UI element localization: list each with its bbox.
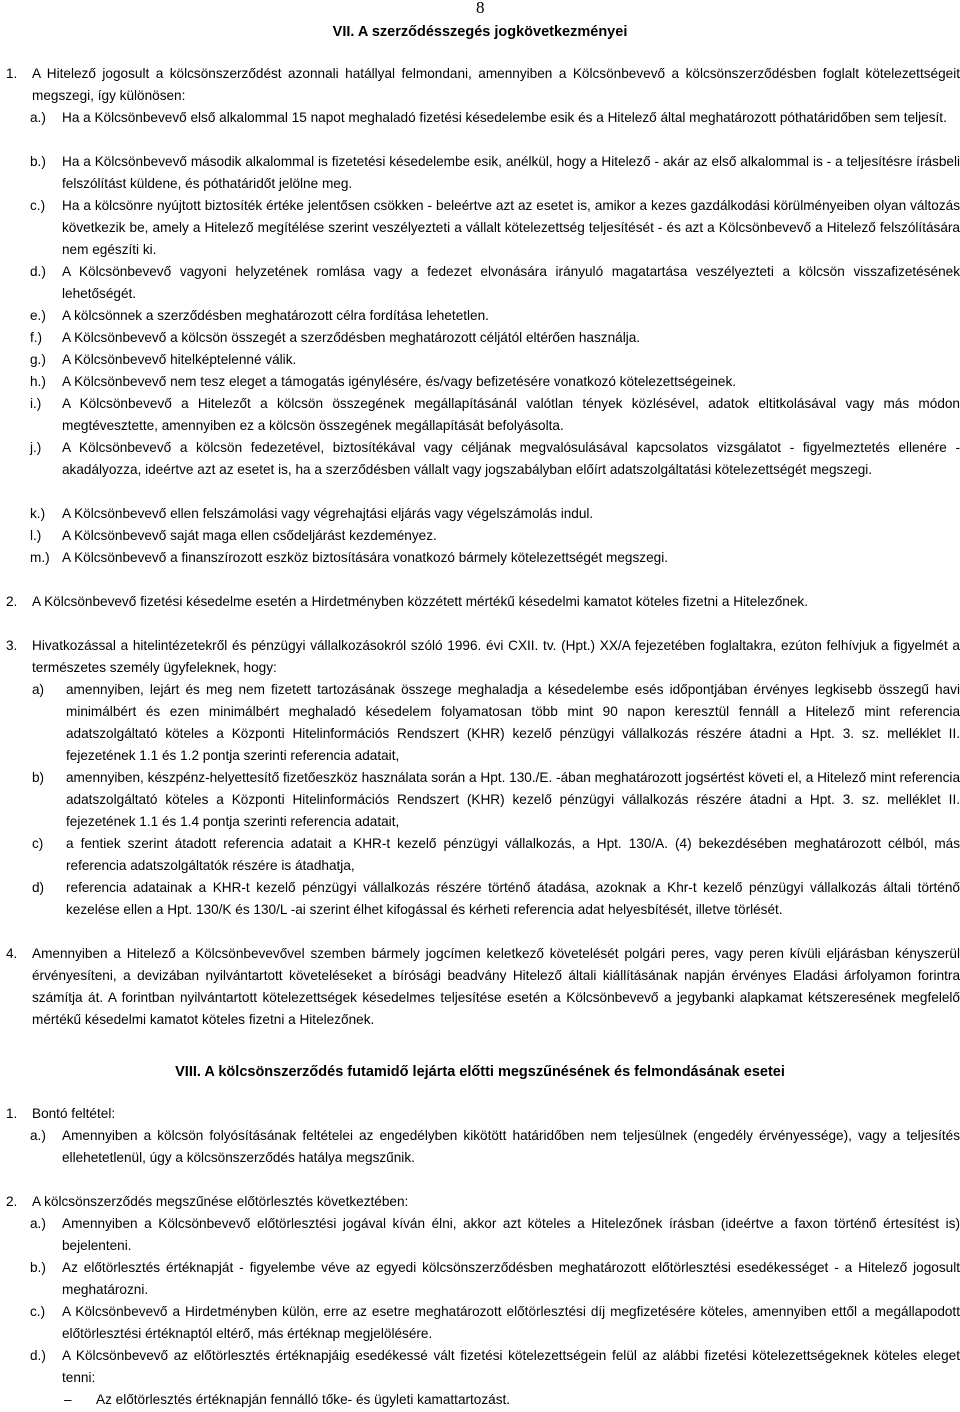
ch8-p2-item-a xyxy=(0,1213,960,1257)
ch7-point-2 xyxy=(0,591,960,613)
item-text: referencia adatainak a KHR-t kezelő pénzügyi vállalkozás részére történő átadása, azoknak a Khr-t kezelő pénzügyi vállalkozás általi történő kezelése ellen a Hpt. 130/K és 130/L -ai szerint élhet kifogással és kérheti referencia adat helyesbítését, illetve törlését. xyxy=(66,880,960,917)
item-text: amennyiben, lejárt és meg nem fizetett tartozásának összege meghaladja a késedelembe esés időpontjában érvényes legkisebb összegű havi minimálbért és ezen minimálbért meghaladó késedelem folyamatosan több mint 90 napon keresztül fennáll a Hitelező mint referencia adatszolgáltató köteles a Központi Hitelinformációs Rendszert (KHR) kezelő pénzügyi vállalkozás részére átadni a Hpt. 3. sz. melléklet II. fejezetének 1.1 és 1.2 pontja szerinti referencia adatait, xyxy=(66,682,960,763)
item-marker: c) xyxy=(32,836,44,851)
item-marker: i.) xyxy=(30,396,42,411)
page-number: 8 xyxy=(476,0,485,17)
paragraph-text: A Kölcsönbevevő fizetési késedelme esetén a Hirdetményben közzétett mértékű késedelmi kamatot köteles fizetni a Hitelezőnek. xyxy=(32,594,808,609)
paragraph-text: Hivatkozással a hitelintézetekről és pénzügyi vállalkozásokról szóló 1996. évi CXII. tv. (Hpt.) XX/A fejezetében foglaltakra, ezúton felhívjuk a figyelmét a természetes személy ügyfeleknek, hogy: xyxy=(32,638,960,675)
item-marker: c.) xyxy=(30,1304,46,1319)
item-text: A Kölcsönbevevő az előtörlesztés értéknapjáig esedékessé vált fizetési kötelezettségein felül az alábbi fizetési kötelezettségeknek köteles eleget tenni: xyxy=(62,1348,960,1385)
dash-marker: – xyxy=(64,1392,72,1407)
ch8-p2-dash-item xyxy=(0,1389,960,1411)
ch7-p1-item-j xyxy=(0,437,960,481)
paragraph-text: A kölcsönszerződés megszűnése előtörlesztés következtében: xyxy=(32,1194,409,1209)
item-marker: a.) xyxy=(30,1128,46,1143)
point-number: 4. xyxy=(6,946,18,961)
point-number: 3. xyxy=(6,638,18,653)
chapter-7-title: VII. A szerződésszegés jogkövetkezményei xyxy=(332,24,628,40)
item-marker: j.) xyxy=(30,440,42,455)
item-text: A Kölcsönbevevő a kölcsön fedezetével, biztosítékával vagy céljának megvalósulásával kapcsolatos vizsgálatot - figyelmeztetés ellenére - akadályozza, ideértve azt az esetet is, ha a szerződésben vállalt vagy jogszabályban előírt adatszolgáltatási kötelezettségét megszegi. xyxy=(62,440,960,477)
item-marker: a) xyxy=(32,682,45,697)
ch8-p1-item-a xyxy=(0,1125,960,1169)
item-marker: b.) xyxy=(30,1260,46,1275)
item-text: Amennyiben a Kölcsönbevevő előtörlesztési jogával kíván élni, akkor azt köteles a Hitelezőnek írásban (ideértve a faxon történő értesítést is) bejelenteni. xyxy=(62,1216,960,1253)
ch7-p3-item-c xyxy=(0,833,960,877)
item-text: Az előtörlesztés értéknapján fennálló tőke- és ügyleti kamattartozást. xyxy=(96,1392,511,1407)
item-marker: b) xyxy=(32,770,45,785)
item-text: A Kölcsönbevevő a Hitelezőt a kölcsön összegének megállapításánál valótlan tények közlésével, adatok eltitkolásával vagy más módon megtévesztette, amennyiben ez a kölcsön összegének megállapítását befolyásolta. xyxy=(62,396,960,433)
item-text: Ha a kölcsönre nyújtott biztosíték értéke jelentősen csökken - beleértve azt az esetet is, amikor a kezes gazdálkodási körülményeiben olyan változás következik be, amely a Hitelező megítélése szerint veszélyezteti a vállalt kötelezettség teljesítését - és azt a Kölcsönbevevő a Hitelező felszólítására nem egészíti ki. xyxy=(62,198,960,257)
ch7-p1-item-a xyxy=(0,107,960,129)
ch7-p3-item-a xyxy=(0,679,960,767)
ch7-point-1 xyxy=(0,63,960,107)
item-text: Ha a Kölcsönbevevő második alkalommal is fizetetési késedelembe esik, anélkül, hogy a Hitelező - akár az első alkalommal is - a teljesítésre írásbeli felszólítást küldene, és póthatáridőt jelölne meg. xyxy=(62,154,960,191)
ch7-p1-intro xyxy=(0,63,960,107)
item-marker: g.) xyxy=(30,352,46,367)
item-text: A Kölcsönbevevő ellen felszámolási vagy végrehajtási eljárás vagy végelszámolás indul. xyxy=(62,506,594,521)
chapter-8-title: VIII. A kölcsönszerződés futamidő lejárta előtti megszűnésének és felmondásának esetei xyxy=(175,1064,785,1080)
paragraph-text: Amennyiben a Hitelező a Kölcsönbevevővel szemben bármely jogcímen keletkező követelését polgári peres, vagy peren kívüli eljárásban kényszerül érvényesíteni, a devizában nyilvántartott követeléseket a bírósági beadvány Hitelező általi kiállításának napján érvényes Eladási árfolyamon forintra számítja át. A forintban nyilvántartott kötelezettségek késedelmes teljesítése esetén a Kölcsönbevevő a jegybanki alapkamat kétszeresének megfelelő mértékű késedelmi kamatot köteles fizetni a Hitelezőnek. xyxy=(32,946,960,1027)
item-marker: k.) xyxy=(30,506,46,521)
item-text: A Kölcsönbevevő a Hirdetményben külön, erre az esetre meghatározott előtörlesztési díj megfizetésére köteles, amennyiben ettől a megállapodott előtörlesztési értéknaptól eltérő, más értéknap megjelölésére. xyxy=(62,1304,960,1341)
point-number: 2. xyxy=(6,1194,18,1209)
item-marker: f.) xyxy=(30,330,43,345)
ch7-p1-item-m xyxy=(0,547,960,569)
ch7-p1-item-i xyxy=(0,393,960,437)
ch7-p1-item-f xyxy=(0,327,960,349)
ch7-p1-item-g xyxy=(0,349,960,371)
ch8-point-1 xyxy=(0,1103,960,1125)
item-text: A Kölcsönbevevő nem tesz eleget a támogatás igénylésére, és/vagy befizetésére vonatkozó kötelezettségeinek. xyxy=(62,374,737,389)
item-text: A Kölcsönbevevő hitelképtelenné válik. xyxy=(62,352,297,367)
item-marker: d.) xyxy=(30,264,46,279)
item-text: A Kölcsönbevevő vagyoni helyzetének romlása vagy a fedezet elvonására irányuló magatartása veszélyezteti a kölcsön visszafizetésének lehetőségét. xyxy=(62,264,960,301)
ch7-p3-item-b xyxy=(0,767,960,833)
ch7-p1-item-c xyxy=(0,195,960,261)
ch7-p1-item-d xyxy=(0,261,960,305)
item-text: A kölcsönnek a szerződésben meghatározott célra fordítása lehetetlen. xyxy=(62,308,489,323)
item-marker: a.) xyxy=(30,110,46,125)
item-marker: m.) xyxy=(30,550,50,565)
ch7-point-4 xyxy=(0,943,960,1031)
ch7-p1-item-l xyxy=(0,525,960,547)
ch7-point-3 xyxy=(0,635,960,679)
item-text: a fentiek szerint átadott referencia adatait a KHR-t kezelő pénzügyi vállalkozás, a Hpt. 130/A. (4) bekezdésében meghatározott célból, más referencia adatszolgáltatók részére is átadhatja, xyxy=(66,836,960,873)
ch8-point-2 xyxy=(0,1191,960,1213)
ch8-p2-item-c xyxy=(0,1301,960,1345)
ch8-p2-item-b xyxy=(0,1257,960,1301)
item-text: Ha a Kölcsönbevevő első alkalommal 15 napot meghaladó fizetési késedelembe esik és a Hitelező által meghatározott póthatáridőben sem teljesít. xyxy=(62,110,947,125)
ch7-p1-item-h xyxy=(0,371,960,393)
item-text: A Kölcsönbevevő a finanszírozott eszköz biztosítására vonatkozó bármely kötelezettségét megszegi. xyxy=(62,550,668,565)
item-marker: d.) xyxy=(30,1348,46,1363)
item-text: A Kölcsönbevevő a kölcsön összegét a szerződésben meghatározott céljától eltérően használja. xyxy=(62,330,641,345)
paragraph-text: Bontó feltétel: xyxy=(32,1106,116,1121)
item-marker: d) xyxy=(32,880,45,895)
ch7-p1-item-e xyxy=(0,305,960,327)
item-text: Az előtörlesztés értéknapját - figyelembe véve az egyedi kölcsönszerződésben meghatározott előtörlesztési esedékességet - a Hitelező jogosult meghatározni. xyxy=(62,1260,960,1297)
item-text: A Kölcsönbevevő saját maga ellen csődeljárást kezdeményez. xyxy=(62,528,437,543)
ch7-p3-item-d xyxy=(0,877,960,921)
item-marker: b.) xyxy=(30,154,46,169)
ch7-p1-item-k xyxy=(0,503,960,525)
point-number: 1. xyxy=(6,1106,18,1121)
item-marker: e.) xyxy=(30,308,46,323)
ch8-p2-item-d xyxy=(0,1345,960,1389)
item-text: amennyiben, készpénz-helyettesítő fizetőeszköz használata során a Hpt. 130./E. -ában meghatározott jogsértést követi el, a Hitelező mint referencia adatszolgáltató köteles a Központi Hitelinformációs Rendszert (KHR) kezelő pénzügyi vállalkozás részére átadni a Hpt. 3. sz. melléklet II. fejezetének 1.1 és 1.4 pontja szerinti referencia adatait, xyxy=(66,770,960,829)
paragraph-text: A Hitelező jogosult a kölcsönszerződést azonnali hatállyal felmondani, amennyiben a Kölcsönbevevő a kölcsönszerződésben foglalt kötelezettségeit megszegi, így különösen: xyxy=(32,66,960,103)
point-number: 2. xyxy=(6,594,18,609)
item-marker: l.) xyxy=(30,528,42,543)
item-marker: a.) xyxy=(30,1216,46,1231)
item-text: Amennyiben a kölcsön folyósításának feltételei az engedélyben kikötött határidőben nem teljesülnek (engedély érvényessége), vagy a teljesítés ellehetetlenül, úgy a kölcsönszerződés hatálya megszűnik. xyxy=(62,1128,960,1165)
item-marker: c.) xyxy=(30,198,46,213)
item-marker: h.) xyxy=(30,374,46,389)
ch7-p1-item-b xyxy=(0,151,960,195)
point-number: 1. xyxy=(6,66,18,81)
